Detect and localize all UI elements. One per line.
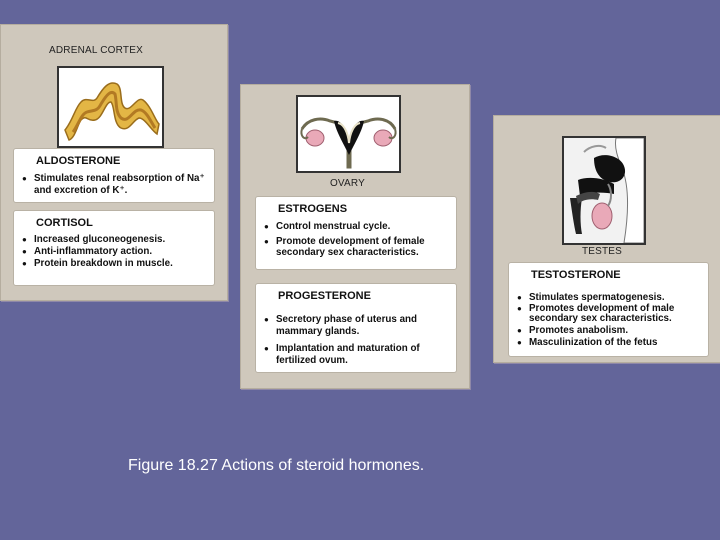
figure-caption: Figure 18.27 Actions of steroid hormones. <box>128 457 425 474</box>
testes-label: TESTES <box>581 246 623 257</box>
adrenal-panel <box>0 24 228 301</box>
testosterone-title: TESTOSTERONE <box>531 269 621 281</box>
cortisol-title: CORTISOL <box>36 217 93 229</box>
aldosterone-card <box>13 148 215 203</box>
estrogens-card <box>255 196 457 270</box>
ovary-panel <box>240 84 470 389</box>
progesterone-card <box>255 283 457 373</box>
estrogens-item: ● Control menstrual cycle. <box>264 221 452 233</box>
ovary-illustration <box>296 95 401 173</box>
testes-panel <box>493 115 720 363</box>
estrogens-title: ESTROGENS <box>278 203 348 215</box>
estrogens-item: ● Promote development of female secondary sex characteristics. <box>264 236 452 258</box>
cortisol-item: ● Anti-inflammatory action. <box>22 246 210 257</box>
adrenal-label: ADRENAL CORTEX <box>49 45 143 56</box>
ovary-label: OVARY <box>329 178 366 189</box>
testosterone-item: ● Promotes anabolism. <box>517 325 704 336</box>
testes-illustration <box>562 136 646 245</box>
adrenal-cortex-illustration <box>57 66 164 148</box>
aldosterone-title: ALDOSTERONE <box>36 155 121 167</box>
testosterone-item: ● Stimulates spermatogenesis. <box>517 292 704 303</box>
aldosterone-item: ● Stimulates renal reabsorption of Na⁺ and excretion of K⁺. <box>22 173 210 197</box>
cortisol-card <box>13 210 215 286</box>
progesterone-title: PROGESTERONE <box>278 290 371 302</box>
cortisol-item: ● Increased gluconeogenesis. <box>22 234 210 245</box>
testosterone-card <box>508 262 709 357</box>
testosterone-item: ● Masculinization of the fetus <box>517 337 704 348</box>
progesterone-item: ● Secretory phase of uterus and mammary glands. <box>264 314 452 338</box>
testosterone-item: ● Promotes development of male secondary sex characteristics. <box>517 304 704 324</box>
cortisol-item: ● Protein breakdown in muscle. <box>22 258 210 269</box>
progesterone-item: ● Implantation and maturation of fertilized ovum. <box>264 343 452 367</box>
